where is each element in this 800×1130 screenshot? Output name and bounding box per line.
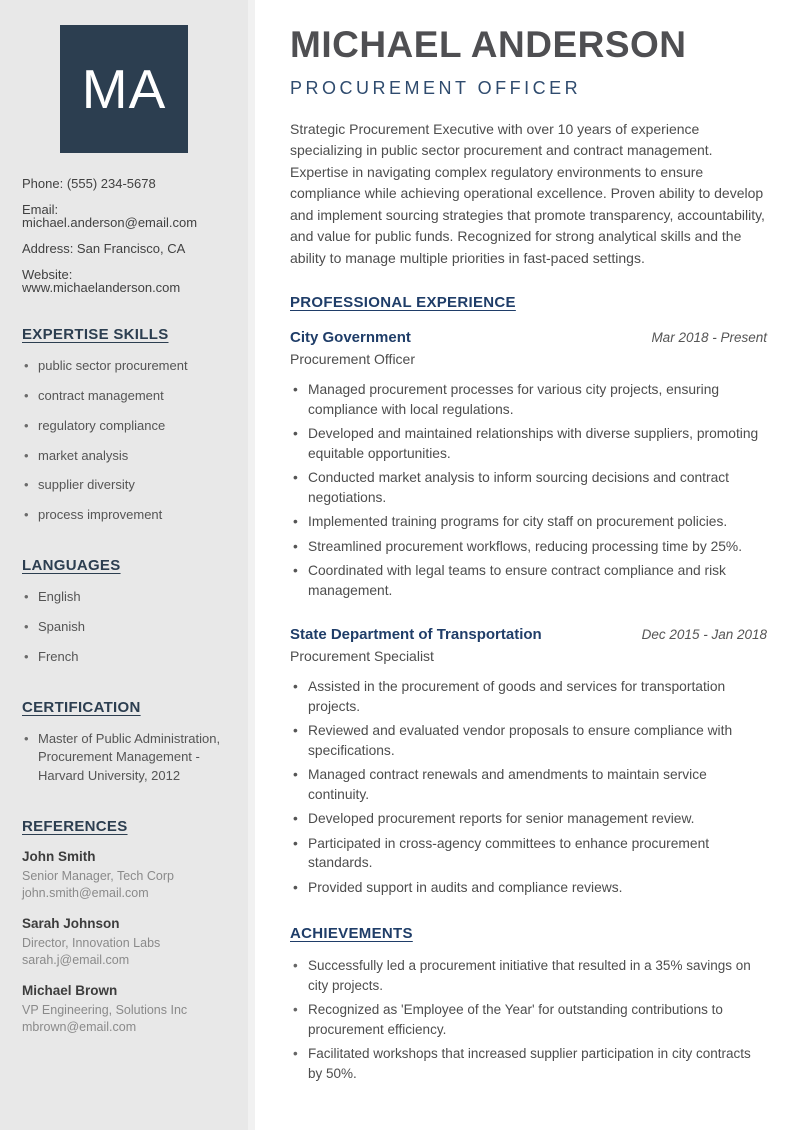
job-header <box>290 329 767 346</box>
certification-item: • Master of Public Administration, Procurement Management - Harvard University, 2012 <box>22 730 226 787</box>
language-item: • French <box>22 648 226 667</box>
skill-item: • supplier diversity <box>22 476 226 495</box>
reference-entry <box>22 849 226 902</box>
certification-section <box>22 699 226 787</box>
job-bullet: • Participated in cross-agency committees to enhance procurement standards. <box>290 834 767 873</box>
person-name: MICHAEL ANDERSON <box>290 24 687 65</box>
reference-name: John Smith <box>22 849 96 865</box>
reference-role: Senior Manager, Tech Corp <box>22 869 174 884</box>
main-content <box>255 0 800 1130</box>
skills-list <box>22 357 226 525</box>
achievement-item: • Facilitated workshops that increased supplier participation in city contracts by 50%. <box>290 1044 767 1083</box>
job-bullet: • Implemented training programs for city staff on procurement policies. <box>290 512 767 532</box>
contact-phone: Phone: (555) 234-5678 <box>22 176 156 191</box>
reference-email: sarah.j@email.com <box>22 952 130 967</box>
job-company: City Government <box>290 329 411 347</box>
skills-heading: EXPERTISE SKILLS <box>22 326 169 343</box>
skill-item: • process improvement <box>22 506 226 525</box>
languages-section <box>22 557 226 667</box>
certification-list <box>22 730 226 787</box>
job-role: Procurement Specialist <box>290 648 434 665</box>
job-company: State Department of Transportation <box>290 626 542 644</box>
languages-list <box>22 588 226 667</box>
reference-entry <box>22 916 226 969</box>
job-dates: Dec 2015 - Jan 2018 <box>641 627 767 643</box>
skills-section <box>22 326 226 525</box>
certification-heading: CERTIFICATION <box>22 698 141 716</box>
job-bullet-list <box>290 380 767 600</box>
job-bullet: • Streamlined procurement workflows, reducing processing time by 25%. <box>290 537 767 557</box>
achievements-heading: ACHIEVEMENTS <box>290 925 413 943</box>
job-bullet: • Conducted market analysis to inform sourcing decisions and contract negotiations. <box>290 468 767 507</box>
experience-heading: PROFESSIONAL EXPERIENCE <box>290 294 516 312</box>
language-item: • Spanish <box>22 618 226 637</box>
job-bullet-list <box>290 677 767 897</box>
reference-name: Michael Brown <box>22 982 118 998</box>
job-bullet: • Developed procurement reports for senior management review. <box>290 809 767 829</box>
reference-email: mbrown@email.com <box>22 1019 137 1034</box>
contact-address: Address: San Francisco, CA <box>22 241 186 256</box>
language-item: • English <box>22 588 226 607</box>
job-dates: Mar 2018 - Present <box>651 330 767 346</box>
languages-heading: LANGUAGES <box>22 557 121 575</box>
job-bullet: • Coordinated with legal teams to ensure contract compliance and risk management. <box>290 561 767 600</box>
avatar-initials: MA <box>81 58 167 120</box>
reference-name: Sarah Johnson <box>22 915 120 931</box>
skill-item: • contract management <box>22 387 226 406</box>
job-role: Procurement Officer <box>290 351 416 368</box>
skill-item: • market analysis <box>22 447 226 466</box>
summary-paragraph: Strategic Procurement Executive with over 10 years of experience specializing in public sector procurement and contract management. Expertise in navigating complex regulatory environments to ensure compliance while achieving operational excellence. Proven ability to develop and implement sourcing strategies that promote transparency, accountability, and value for public funds. Recognized for strong analytical skills and the ability to manage multiple priorities in fast-paced settings. <box>290 120 765 266</box>
reference-role: Director, Innovation Labs <box>22 935 161 950</box>
sidebar <box>0 0 255 1130</box>
reference-email: john.smith@email.com <box>22 886 149 900</box>
job-bullet: • Provided support in audits and compliance reviews. <box>290 878 767 898</box>
skill-item: • regulatory compliance <box>22 417 226 436</box>
contact-info <box>22 177 226 294</box>
job-bullet: • Assisted in the procurement of goods and services for transportation projects. <box>290 677 767 716</box>
achievements-list <box>290 956 767 1083</box>
avatar <box>60 25 188 153</box>
job-entry <box>290 626 767 897</box>
achievements-section <box>290 925 767 1083</box>
reference-role: VP Engineering, Solutions Inc <box>22 1002 188 1017</box>
job-bullet: • Managed procurement processes for various city projects, ensuring compliance with local regulations. <box>290 380 767 419</box>
achievement-item: • Recognized as 'Employee of the Year' for outstanding contributions to procurement efficiency. <box>290 1000 767 1039</box>
job-bullet: • Reviewed and evaluated vendor proposals to ensure compliance with specifications. <box>290 721 767 760</box>
job-entry <box>290 329 767 600</box>
person-title: PROCUREMENT OFFICER <box>290 77 582 98</box>
contact-website: Website: www.michaelanderson.com <box>22 267 181 295</box>
experience-section <box>290 294 767 897</box>
references-section <box>22 818 226 1035</box>
job-bullet: • Managed contract renewals and amendments to maintain service continuity. <box>290 765 767 804</box>
achievement-item: • Successfully led a procurement initiative that resulted in a 35% savings on city projects. <box>290 956 767 995</box>
job-bullet: • Developed and maintained relationships with diverse suppliers, promoting equitable opportunities. <box>290 424 767 463</box>
contact-email: Email: michael.anderson@email.com <box>22 202 198 230</box>
reference-entry <box>22 983 226 1036</box>
job-header <box>290 626 767 643</box>
skill-item: • public sector procurement <box>22 357 226 376</box>
references-heading: REFERENCES <box>22 818 128 836</box>
